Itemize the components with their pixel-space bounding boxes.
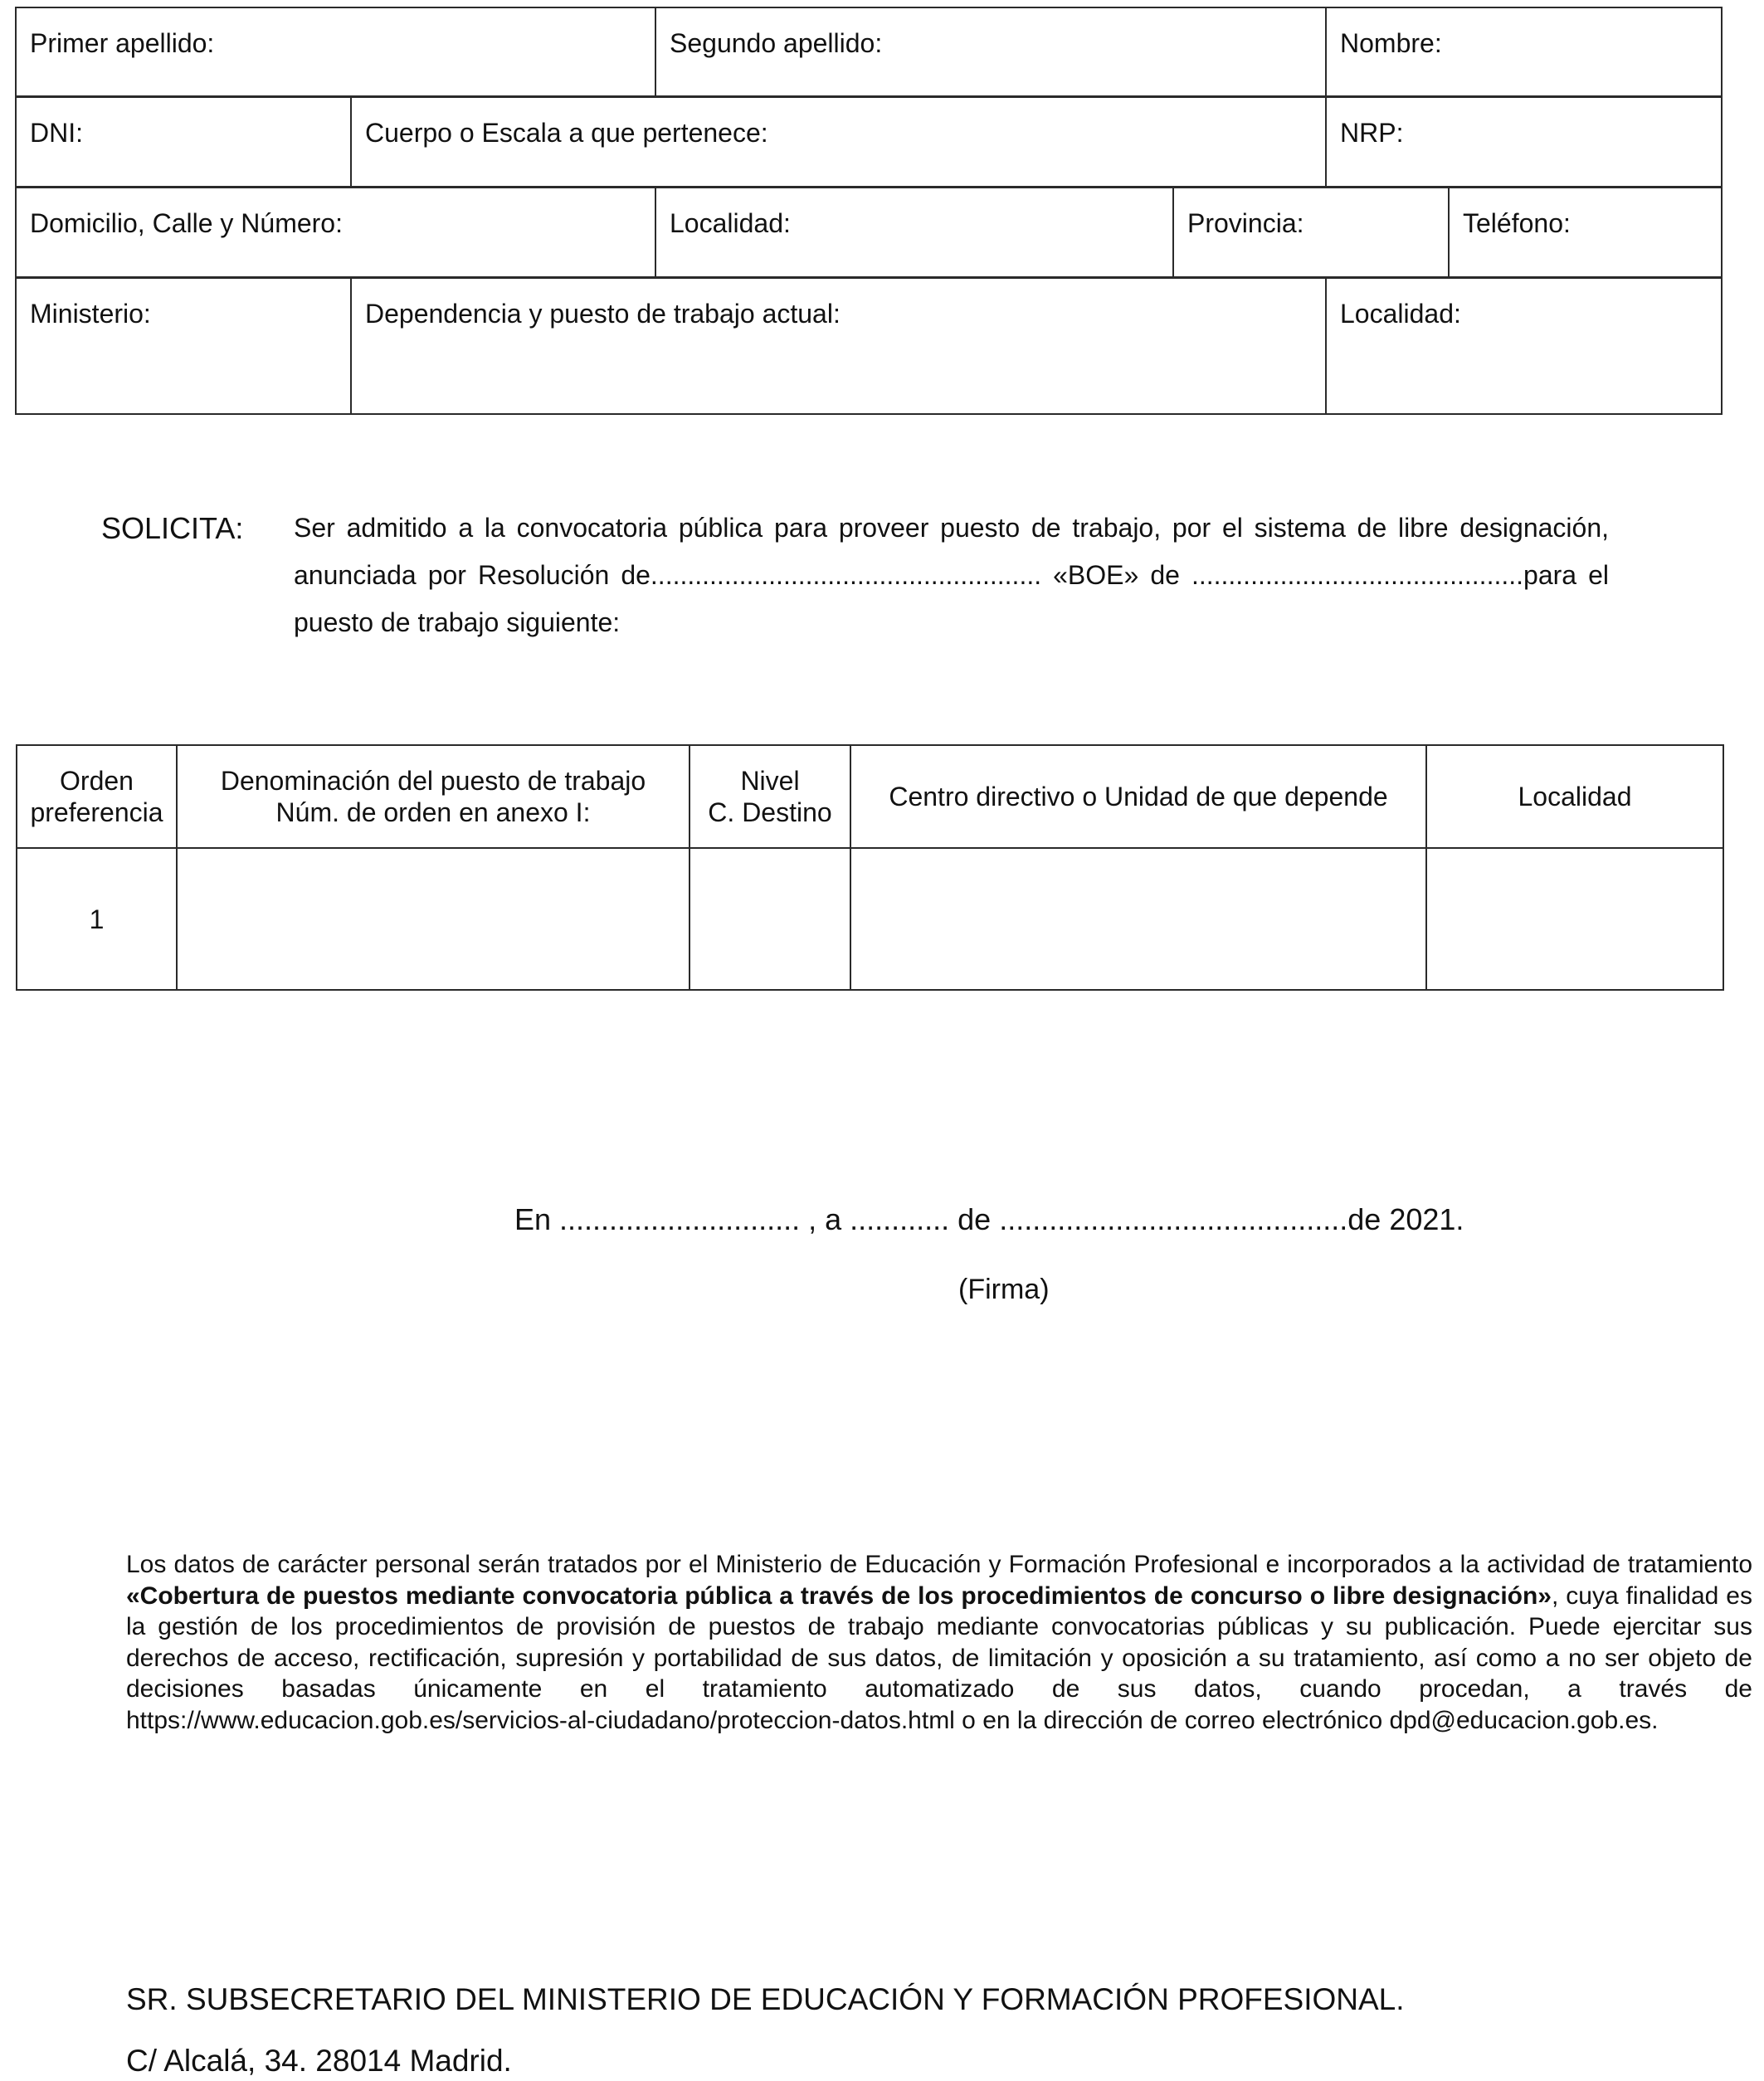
field-label: Primer apellido: <box>30 28 215 58</box>
field-domicilio[interactable] <box>15 187 656 278</box>
signature-label: (Firma) <box>958 1274 1050 1305</box>
header-localidad: Localidad <box>1426 745 1723 848</box>
header-centro-directivo: Centro directivo o Unidad de que depende <box>850 745 1426 848</box>
field-label: DNI: <box>30 118 83 148</box>
header-denominacion: Denominación del puesto de trabajo Núm. de orden en anexo I: <box>177 745 690 848</box>
field-dni[interactable] <box>15 96 352 188</box>
date-line[interactable]: En ............................. , a ............ de ..........................................de 2021. <box>514 1202 1464 1236</box>
field-localidad-destino[interactable] <box>1325 277 1723 415</box>
table-row <box>17 848 1723 990</box>
field-dependencia[interactable] <box>350 277 1327 415</box>
recipient-address: C/ Alcalá, 34. 28014 Madrid. <box>126 2044 512 2078</box>
field-label: Localidad: <box>1340 299 1461 329</box>
field-nombre[interactable] <box>1325 7 1723 97</box>
field-label: Segundo apellido: <box>670 28 883 58</box>
cell-denominacion[interactable] <box>177 848 690 990</box>
field-label: Domicilio, Calle y Número: <box>30 208 343 238</box>
field-segundo-apellido[interactable] <box>655 7 1327 97</box>
header-nivel: Nivel C. Destino <box>690 745 850 848</box>
header-orden-preferencia: Orden preferencia <box>17 745 177 848</box>
field-label: NRP: <box>1340 118 1404 148</box>
field-label: Dependencia y puesto de trabajo actual: <box>365 299 841 329</box>
field-label: Provincia: <box>1187 208 1304 238</box>
privacy-activity-name: «Cobertura de puestos mediante convocatoria pública a través de los procedimientos de concurso o libre designación» <box>126 1581 1552 1610</box>
cell-centro-directivo[interactable] <box>850 848 1426 990</box>
privacy-text-end: , cuya finalidad es la gestión de los procedimientos de provisión de puestos de trabajo mediante convocatorias públicas y su publicación. Puede ejercitar sus derechos de acceso, rectificación, supresión y portabilidad de sus datos, de limitación y oposición a su tratamiento, así como a no ser objeto de decisiones basadas únicamente en el tratamiento automatizado de sus datos, cuando procedan, a través de https://www.educacion.gob.es/servicios-al-ciudadano/proteccion-datos.html o en la dirección de correo electrónico dpd@educacion.gob.es. <box>126 1581 1752 1734</box>
field-label: Ministerio: <box>30 299 151 329</box>
cell-orden: 1 <box>17 848 177 990</box>
field-telefono[interactable] <box>1448 187 1723 278</box>
privacy-text-start: Los datos de carácter personal serán tratados por el Ministerio de Educación y Formación Profesional e incorporados a la actividad de tratamiento <box>126 1551 1752 1578</box>
field-nrp[interactable] <box>1325 96 1723 188</box>
field-primer-apellido[interactable] <box>15 7 656 97</box>
field-label: Cuerpo o Escala a que pertenece: <box>365 118 768 148</box>
cell-localidad[interactable] <box>1426 848 1723 990</box>
solicita-text: Ser admitido a la convocatoria pública para proveer puesto de trabajo, por el sistema de libre designación, anunciada por Resolución de..................................................... «BOE» de .............................................para el puesto de trabajo siguiente: <box>294 513 1609 637</box>
privacy-notice <box>126 1549 1752 1736</box>
field-provincia[interactable] <box>1172 187 1450 278</box>
field-label: Teléfono: <box>1463 208 1571 238</box>
position-table <box>16 744 1724 991</box>
recipient-title: SR. SUBSECRETARIO DEL MINISTERIO DE EDUCACIÓN Y FORMACIÓN PROFESIONAL. <box>126 1982 1405 2016</box>
table-header-row <box>17 745 1723 848</box>
field-localidad[interactable] <box>655 187 1174 278</box>
field-label: Localidad: <box>670 208 791 238</box>
field-cuerpo-escala[interactable] <box>350 96 1327 188</box>
cell-nivel[interactable] <box>690 848 850 990</box>
field-label: Nombre: <box>1340 28 1442 58</box>
solicita-label: SOLICITA: <box>101 511 244 545</box>
field-ministerio[interactable] <box>15 277 352 415</box>
